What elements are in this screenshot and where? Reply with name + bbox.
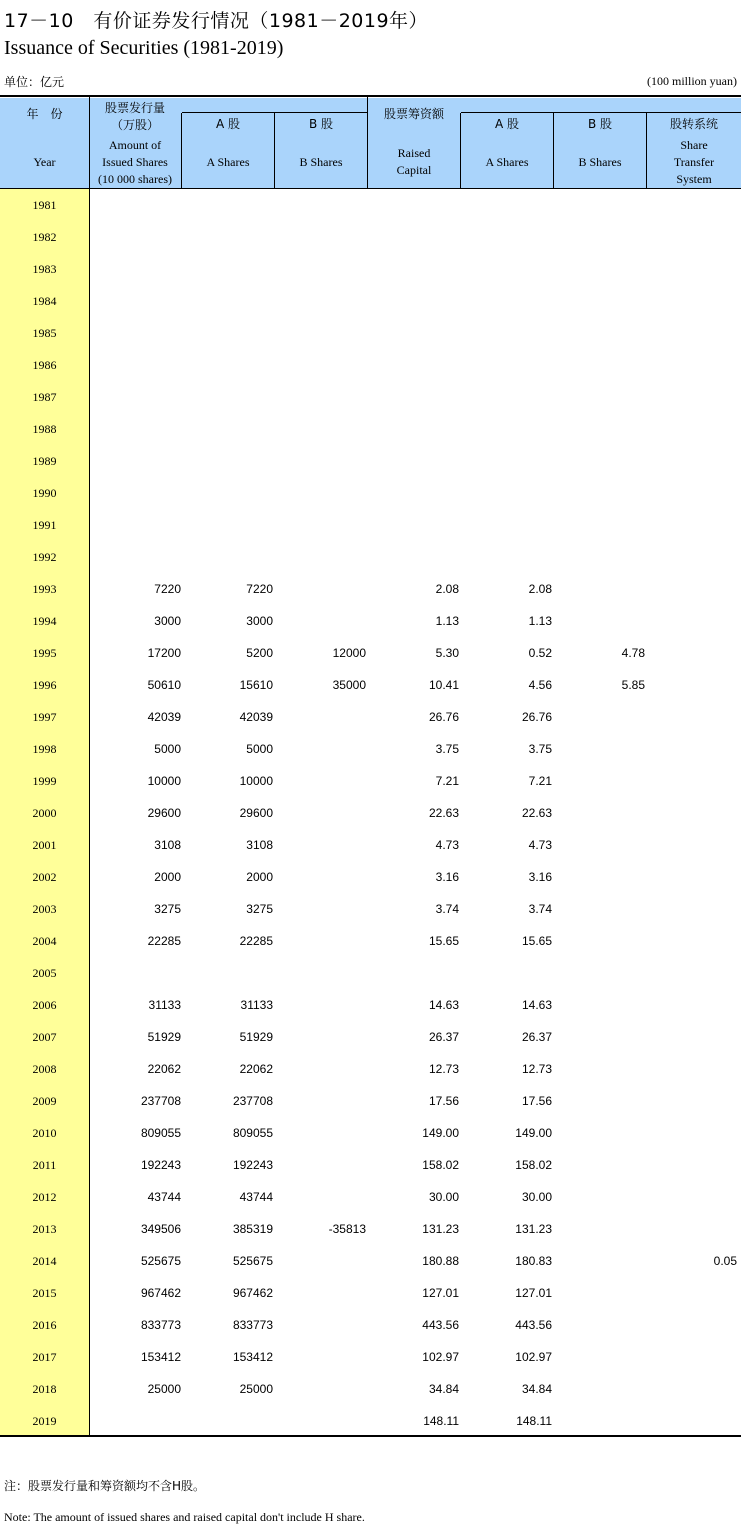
cell-raised-a: 158.02 [515, 1158, 552, 1172]
cell-issued-shares: 25000 [147, 1382, 181, 1396]
cell-raised-a: 26.37 [521, 1030, 552, 1044]
cell-year: 1985 [32, 326, 57, 340]
header-year [0, 106, 89, 123]
header-raised-en [368, 145, 460, 179]
header-raised-a [461, 116, 553, 133]
cell-issued-shares: 3275 [154, 902, 181, 916]
header-share-transfer-en-line1: Share [680, 138, 708, 152]
cell-a-shares: 5000 [246, 742, 273, 756]
cell-year: 2005 [32, 966, 57, 980]
cell-issued-shares: 22285 [147, 934, 181, 948]
cell-year: 2000 [32, 806, 57, 820]
cell-raised-capital: 102.97 [422, 1350, 459, 1364]
cell-issued-shares: 2000 [154, 870, 181, 884]
table-row [0, 1085, 741, 1117]
cell-year: 1999 [32, 774, 57, 788]
cell-a-shares: 5200 [246, 646, 273, 660]
header-rule-raised [461, 112, 741, 113]
table-row [0, 765, 741, 797]
cell-a-shares: 42039 [239, 710, 273, 724]
cell-raised-a: 30.00 [521, 1190, 552, 1204]
table-row [0, 477, 741, 509]
cell-a-shares: 237708 [232, 1094, 273, 1108]
header-raised [368, 106, 460, 123]
cell-raised-capital: 443.56 [422, 1318, 459, 1332]
cell-issued-shares: 525675 [140, 1254, 181, 1268]
header-divider-3 [367, 97, 368, 188]
page-title-english: Issuance of Securities (1981-2019) [4, 37, 284, 59]
cell-issued-shares: 42039 [147, 710, 181, 724]
table-row [0, 413, 741, 445]
header-issued-cn: 股票发行量 [104, 101, 165, 115]
cell-year: 2004 [32, 934, 57, 948]
cell-year: 2002 [32, 870, 57, 884]
table-row [0, 445, 741, 477]
cell-raised-capital: 5.30 [435, 646, 459, 660]
header-divider-1 [181, 113, 182, 188]
cell-issued-shares: 29600 [147, 806, 181, 820]
cell-raised-a: 12.73 [521, 1062, 552, 1076]
cell-issued-shares: 192243 [140, 1158, 181, 1172]
cell-year: 1992 [32, 550, 57, 564]
cell-year: 1981 [32, 198, 57, 212]
cell-year: 2009 [32, 1094, 57, 1108]
table-row [0, 861, 741, 893]
cell-year: 2017 [32, 1350, 57, 1364]
cell-year: 1983 [32, 262, 57, 276]
cell-a-shares: 192243 [232, 1158, 273, 1172]
cell-raised-a: 3.16 [528, 870, 552, 884]
cell-year: 2010 [32, 1126, 57, 1140]
cell-raised-a: 3.75 [528, 742, 552, 756]
header-raised-en-line1: Raised [397, 146, 431, 160]
table-row [0, 893, 741, 925]
cell-a-shares: 22062 [239, 1062, 273, 1076]
header-share-transfer-en-line2: Transfer [673, 155, 715, 169]
cell-raised-a: 3.74 [528, 902, 552, 916]
cell-raised-capital: 12.73 [428, 1062, 459, 1076]
table-row [0, 797, 741, 829]
cell-raised-a: 127.01 [515, 1286, 552, 1300]
header-share-transfer-en [647, 137, 741, 188]
cell-a-shares: 3108 [246, 838, 273, 852]
table-row [0, 285, 741, 317]
header-a-shares [182, 116, 274, 133]
cell-raised-a: 22.63 [521, 806, 552, 820]
footnote-cn: 注：股票发行量和筹资额均不含H股。 [4, 1479, 206, 1493]
cell-issued-shares: 43744 [147, 1190, 181, 1204]
table-row [0, 701, 741, 733]
cell-raised-capital: 3.75 [435, 742, 459, 756]
table-row [0, 1117, 741, 1149]
cell-raised-a: 15.65 [521, 934, 552, 948]
cell-year: 2007 [32, 1030, 57, 1044]
table-row [0, 509, 741, 541]
cell-year: 1984 [32, 294, 57, 308]
unit-label: 单位：亿元 [4, 75, 65, 89]
cell-year: 2006 [32, 998, 57, 1012]
cell-year: 1998 [32, 742, 57, 756]
header-a-shares-cn: A 股 [215, 117, 241, 131]
cell-raised-a: 7.21 [528, 774, 552, 788]
cell-raised-a: 149.00 [515, 1126, 552, 1140]
header-year-en: Year [33, 155, 56, 169]
cell-issued-shares: 237708 [140, 1094, 181, 1108]
cell-raised-capital: 4.73 [435, 838, 459, 852]
header-issued [89, 100, 181, 134]
header-issued-en-line1: Amount of [108, 138, 162, 152]
table-row [0, 1181, 741, 1213]
table-row [0, 381, 741, 413]
cell-year: 2014 [32, 1254, 57, 1268]
table-row [0, 1053, 741, 1085]
cell-raised-capital: 30.00 [428, 1190, 459, 1204]
cell-a-shares: 31133 [240, 998, 273, 1012]
table-row [0, 349, 741, 381]
cell-year: 1995 [32, 646, 57, 660]
cell-issued-shares: 17200 [147, 646, 181, 660]
cell-year: 1987 [32, 390, 57, 404]
cell-raised-capital: 158.02 [422, 1158, 459, 1172]
cell-year: 2016 [32, 1318, 57, 1332]
cell-a-shares: 833773 [232, 1318, 273, 1332]
table-row [0, 253, 741, 285]
header-issued-en [89, 137, 181, 188]
cell-b-shares: -35813 [328, 1222, 366, 1236]
table-row [0, 541, 741, 573]
cell-year: 2012 [32, 1190, 57, 1204]
cell-raised-a: 102.97 [515, 1350, 552, 1364]
header-raised-en-line2: Capital [396, 163, 432, 177]
cell-raised-capital: 26.37 [428, 1030, 459, 1044]
cell-issued-shares: 10000 [147, 774, 181, 788]
page-title: 17－10 有价证券发行情况（1981－2019年） [4, 10, 429, 32]
header-b-shares [275, 116, 367, 133]
table-row [0, 1213, 741, 1245]
table-row [0, 573, 741, 605]
table-row [0, 733, 741, 765]
header-share-transfer-cn: 股转系统 [669, 117, 718, 131]
cell-a-shares: 7220 [246, 582, 273, 596]
table-row [0, 1021, 741, 1053]
header-raised-b-en: B Shares [578, 155, 622, 169]
cell-raised-a: 2.08 [528, 582, 552, 596]
cell-raised-a: 34.84 [521, 1382, 552, 1396]
cell-raised-a: 148.11 [516, 1414, 552, 1428]
cell-year: 2018 [32, 1382, 57, 1396]
cell-raised-capital: 34.84 [428, 1382, 459, 1396]
cell-raised-a: 14.63 [521, 998, 552, 1012]
cell-a-shares: 385319 [232, 1222, 273, 1236]
cell-a-shares: 22285 [239, 934, 273, 948]
table-row [0, 957, 741, 989]
table-row [0, 605, 741, 637]
header-share-transfer-en-line3: System [676, 172, 712, 186]
cell-raised-capital: 10.41 [428, 678, 459, 692]
cell-raised-capital: 7.21 [435, 774, 459, 788]
cell-issued-shares: 3000 [154, 614, 181, 628]
cell-year: 1982 [32, 230, 57, 244]
cell-a-shares: 29600 [239, 806, 273, 820]
cell-issued-shares: 809055 [140, 1126, 181, 1140]
cell-year: 2011 [32, 1158, 57, 1172]
cell-raised-a: 0.52 [528, 646, 552, 660]
cell-raised-capital: 17.56 [428, 1094, 459, 1108]
cell-raised-capital: 149.00 [422, 1126, 459, 1140]
header-share-transfer [647, 116, 741, 133]
cell-year: 1991 [32, 518, 57, 532]
table-row [0, 829, 741, 861]
cell-raised-capital: 127.01 [422, 1286, 459, 1300]
cell-raised-b: 4.78 [621, 646, 645, 660]
cell-issued-shares: 833773 [140, 1318, 181, 1332]
cell-year: 1988 [32, 422, 57, 436]
cell-year: 1990 [32, 486, 57, 500]
cell-raised-a: 26.76 [521, 710, 552, 724]
cell-issued-shares: 153412 [140, 1350, 181, 1364]
header-divider-5 [553, 113, 554, 188]
table-row [0, 317, 741, 349]
cell-a-shares: 525675 [232, 1254, 273, 1268]
table-row [0, 1245, 741, 1277]
cell-raised-capital: 26.76 [428, 710, 459, 724]
cell-raised-a: 443.56 [515, 1318, 552, 1332]
cell-issued-shares: 3108 [154, 838, 181, 852]
cell-issued-shares: 22062 [147, 1062, 181, 1076]
cell-a-shares: 2000 [246, 870, 273, 884]
header-issued-en-line2: Issued Shares [102, 155, 168, 169]
cell-raised-capital: 22.63 [428, 806, 459, 820]
header-divider-4 [460, 113, 461, 188]
cell-year: 1993 [32, 582, 57, 596]
header-raised-a-cn: A 股 [494, 117, 520, 131]
cell-year: 2001 [32, 838, 57, 852]
cell-issued-shares: 31133 [148, 998, 181, 1012]
cell-a-shares: 3275 [246, 902, 273, 916]
cell-a-shares: 10000 [239, 774, 273, 788]
cell-raised-capital: 15.65 [428, 934, 459, 948]
header-divider-2 [274, 113, 275, 188]
cell-raised-a: 131.23 [515, 1222, 552, 1236]
cell-issued-shares: 50610 [147, 678, 181, 692]
table-row [0, 925, 741, 957]
cell-issued-shares: 7220 [154, 582, 181, 596]
cell-issued-shares: 349506 [140, 1222, 181, 1236]
cell-raised-capital: 131.23 [422, 1222, 459, 1236]
footnote-en: Note: The amount of issued shares and raised capital don't include H share. [4, 1510, 365, 1524]
cell-a-shares: 25000 [239, 1382, 273, 1396]
table-row [0, 1277, 741, 1309]
table-row [0, 189, 741, 221]
cell-a-shares: 51929 [239, 1030, 273, 1044]
cell-raised-capital: 180.88 [422, 1254, 459, 1268]
cell-year: 2019 [32, 1414, 57, 1428]
cell-year: 2008 [32, 1062, 57, 1076]
cell-a-shares: 43744 [239, 1190, 273, 1204]
table-row [0, 1341, 741, 1373]
cell-raised-capital: 2.08 [435, 582, 459, 596]
header-issued-en-line3: (10 000 shares) [98, 172, 172, 186]
cell-year: 1994 [32, 614, 57, 628]
cell-raised-capital: 3.16 [435, 870, 459, 884]
cell-year: 1986 [32, 358, 57, 372]
cell-year: 1989 [32, 454, 57, 468]
cell-raised-a: 17.56 [521, 1094, 552, 1108]
cell-a-shares: 15610 [239, 678, 273, 692]
table-row [0, 1373, 741, 1405]
cell-raised-capital: 148.11 [423, 1414, 459, 1428]
table-row [0, 669, 741, 701]
cell-raised-capital: 1.13 [435, 614, 459, 628]
cell-raised-b: 5.85 [621, 678, 645, 692]
table-row [0, 1405, 741, 1437]
header-b-shares-en: B Shares [299, 155, 343, 169]
header-b-shares-cn: B 股 [308, 117, 334, 131]
cell-raised-capital: 14.63 [428, 998, 459, 1012]
table-top-rule [0, 95, 741, 97]
cell-a-shares: 967462 [232, 1286, 273, 1300]
unit-label-english: (100 million yuan) [647, 74, 737, 88]
cell-year: 2003 [32, 902, 57, 916]
table-row [0, 1149, 741, 1181]
cell-share-transfer: 0.05 [713, 1254, 737, 1268]
cell-a-shares: 809055 [232, 1126, 273, 1140]
cell-issued-shares: 51929 [147, 1030, 181, 1044]
cell-year: 1997 [32, 710, 57, 724]
cell-year: 1996 [32, 678, 57, 692]
cell-year: 2013 [32, 1222, 57, 1236]
cell-issued-shares: 5000 [154, 742, 181, 756]
cell-raised-a: 180.83 [515, 1254, 552, 1268]
table-row [0, 1309, 741, 1341]
cell-issued-shares: 967462 [140, 1286, 181, 1300]
header-raised-b [554, 116, 646, 133]
cell-raised-a: 4.73 [528, 838, 552, 852]
cell-year: 2015 [32, 1286, 57, 1300]
table-bottom-rule [0, 1435, 741, 1437]
header-year-cn: 年 份 [26, 107, 63, 121]
cell-raised-capital: 3.74 [435, 902, 459, 916]
header-raised-cn: 股票筹资额 [383, 107, 444, 121]
table-row [0, 637, 741, 669]
cell-raised-a: 4.56 [528, 678, 552, 692]
header-raised-a-en: A Shares [485, 155, 529, 169]
cell-raised-a: 1.13 [528, 614, 552, 628]
header-divider-6 [646, 113, 647, 188]
cell-b-shares: 35000 [332, 678, 366, 692]
header-issued-unit: （万股） [110, 118, 159, 132]
table-row [0, 989, 741, 1021]
cell-a-shares: 3000 [246, 614, 273, 628]
header-raised-b-cn: B 股 [587, 117, 613, 131]
cell-a-shares: 153412 [232, 1350, 273, 1364]
table-row [0, 221, 741, 253]
cell-b-shares: 12000 [332, 646, 366, 660]
header-a-shares-en: A Shares [206, 155, 250, 169]
